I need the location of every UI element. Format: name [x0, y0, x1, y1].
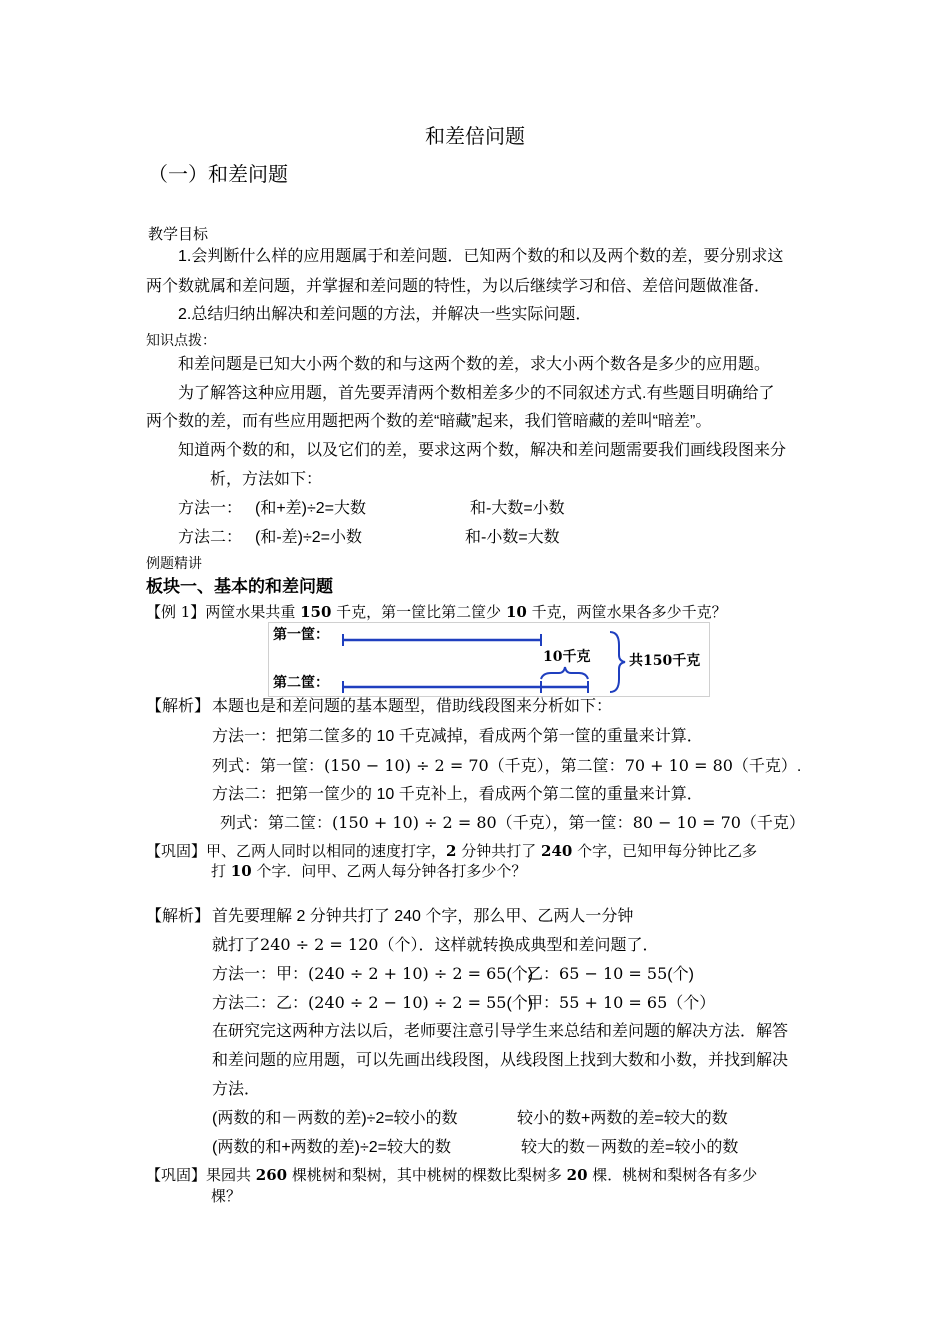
- solution-2-line-3: [212, 964, 533, 984]
- goals-line-2: 两个数就属和差问题，并掌握和差问题的特性，为以后继续学习和倍、差倍问题做准备．: [146, 278, 771, 295]
- solution-1-line-1: 本题也是和差问题的基本题型，借助线段图来分析如下：: [212, 698, 613, 715]
- solution-1-line-5-a: 列式：第二筐：: [220, 815, 333, 832]
- solution-2-line-4: [212, 993, 533, 1013]
- goals-heading: 教学目标: [148, 226, 209, 243]
- solution-2-line-3-right: [527, 964, 694, 984]
- method-2-label: 方法二：: [178, 529, 243, 546]
- knowledge-para-1: 和差问题是已知大小两个数的和与这两个数的差，求大小两个数各是多少的应用题。: [178, 356, 771, 373]
- practice-2-text-c: 棵．桃树和梨树各有多少: [587, 1166, 758, 1184]
- solution-1-line-3-a: 列式：第一筐：: [212, 758, 325, 775]
- practice-1-text-d: 打: [211, 862, 231, 880]
- solution-2-line-3-a: 方法一：甲：: [212, 966, 309, 983]
- solution-1-line-5: [220, 813, 805, 833]
- solution-2-eq-1: 240 ÷ 2 = 120: [260, 935, 379, 954]
- solution-2-line-4-f: （个）: [667, 995, 716, 1012]
- solution-2-eq-4: (240 ÷ 2 − 10) ÷ 2 = 55: [308, 993, 507, 1012]
- knowledge-para-2b: 两个数的差，而有些应用题把两个数的差“暗藏”起来，我们管暗藏的差叫“暗差”。: [146, 413, 712, 430]
- example-1-tag: 【例 1】: [146, 603, 206, 621]
- solution-2-tag: 【解析】: [146, 908, 211, 925]
- solution-2-eq-3: 65 − 10 = 55: [559, 964, 668, 983]
- solution-1-line-5-e: （千克）: [740, 815, 805, 832]
- solution-2-line-6: 和差问题的应用题，可以先画出线段图，从线段图上找到大数和小数，并找到解决: [212, 1052, 789, 1069]
- method-1-formula: (和+差)÷2=大数: [255, 500, 367, 517]
- knowledge-heading: 知识点拨：: [146, 333, 216, 349]
- method-1-formula-2: 和-大数=小数: [470, 500, 565, 517]
- practice-1-line-2: [211, 862, 526, 880]
- method-1-label: 方法一：: [178, 500, 243, 517]
- solution-2-eq-5: 55 + 10 = 65: [559, 993, 668, 1012]
- method-2-formula-2: 和-小数=大数: [465, 529, 560, 546]
- solution-1-eq-2: 70 + 10 = 80: [624, 756, 733, 775]
- knowledge-para-3a: 知道两个数的和，以及它们的差，要求这两个数，解决和差问题需要我们画线段图来分: [178, 442, 787, 459]
- solution-2-line-2-c: （个）．这样就转换成典型和差问题了．: [378, 937, 659, 954]
- knowledge-para-3b: 析，方法如下：: [210, 471, 323, 488]
- solution-2-eq-2: (240 ÷ 2 + 10) ÷ 2 = 65: [308, 964, 507, 983]
- block-1-heading: 板块一、基本的和差问题: [146, 577, 333, 596]
- solution-2-line-4-a: 方法二：乙：: [212, 995, 309, 1012]
- solution-2-line-5: 在研究完这两种方法以后，老师要注意引导学生来总结和差问题的解决方法．解答: [212, 1023, 789, 1040]
- summary-formula-3: (两数的和+两数的差)÷2=较大的数: [212, 1139, 452, 1156]
- solution-1-eq-1: (150 − 10) ÷ 2 = 70: [324, 756, 489, 775]
- solution-1-line-5-c: （千克），第一筐：: [496, 815, 633, 832]
- summary-formula-2: 较小的数+两数的差=较大的数: [517, 1110, 728, 1127]
- example-1-text-c: 千克，两筐水果各多少千克？: [526, 603, 727, 621]
- practice-1-num-240: 240: [541, 842, 573, 860]
- solution-1-tag: 【解析】: [146, 698, 211, 715]
- solution-1-line-4: 方法二：把第一筐少的 10 千克补上，看成两个第二筐的重量来计算．: [212, 786, 703, 803]
- solution-2-line-3-f: (个): [667, 966, 694, 983]
- solution-2-line-3-c: (个): [506, 966, 534, 983]
- segment-diagram: [268, 622, 710, 697]
- goals-line-3: 2.总结归纳出解决和差问题的方法，并解决一些实际问题．: [178, 306, 592, 323]
- solution-2-line-3-d: 乙：: [527, 966, 560, 983]
- solution-2-line-4-right: [527, 993, 715, 1013]
- practice-2-text-b: 棵桃树和梨树，其中桃树的棵数比梨树多: [287, 1166, 567, 1184]
- solution-1-eq-4: 80 − 10 = 70: [632, 813, 741, 832]
- section-subtitle: （一）和差问题: [148, 162, 288, 186]
- example-1-text-a: 两筐水果共重: [205, 603, 301, 621]
- example-1-num-150: 150: [300, 603, 332, 621]
- solution-1-line-2: 方法一：把第二筐多的 10 千克减掉，看成两个第一筐的重量来计算．: [212, 728, 703, 745]
- solution-2-line-4-c: (个): [506, 995, 534, 1012]
- solution-2-line-4-d: 甲：: [527, 995, 560, 1012]
- solution-1-line-3-c: （千克），第二筐：: [488, 758, 625, 775]
- summary-formula-4: 较大的数－两数的差=较小的数: [521, 1139, 739, 1156]
- summary-formula-1: (两数的和－两数的差)÷2=较小的数: [212, 1110, 458, 1127]
- total-brace: [610, 632, 625, 692]
- method-2-formula: (和-差)÷2=小数: [255, 529, 363, 546]
- practice-1-num-2: 2: [446, 842, 457, 860]
- example-1-text-b: 千克，第一筐比第二筐少: [331, 603, 506, 621]
- solution-1-line-3: [212, 756, 801, 776]
- solution-2-line-7: 方法．: [212, 1081, 261, 1098]
- goals-line-1: 1.会判断什么样的应用题属于和差问题．已知两个数的和以及两个数的差，要分别求这: [178, 248, 784, 265]
- practice-1-text-c: 个字，已知甲每分钟比乙多: [572, 842, 758, 860]
- practice-1-text-b: 分钟共打了: [456, 842, 542, 860]
- practice-1-line-1: [146, 842, 757, 860]
- practice-2-tag: 【巩固】: [146, 1166, 207, 1184]
- practice-2-num-260: 260: [255, 1166, 288, 1184]
- practice-2-num-20: 20: [566, 1166, 588, 1184]
- total-label: 共150千克: [629, 653, 701, 669]
- practice-2-text-a: 果园共: [206, 1166, 256, 1184]
- practice-2-line-1: [146, 1166, 757, 1184]
- example-1: [146, 603, 727, 621]
- solution-1-line-3-e: （千克）.: [732, 758, 802, 775]
- example-1-num-10: 10: [505, 603, 527, 621]
- solution-1-eq-3: (150 + 10) ÷ 2 = 80: [332, 813, 497, 832]
- difference-label: 10千克: [543, 649, 591, 665]
- practice-1-text-a: 甲、乙两人同时以相同的速度打字，: [206, 842, 447, 860]
- practice-2-line-2: 棵？: [211, 1187, 242, 1205]
- basket-1-label: 第一筐：: [273, 627, 329, 643]
- basket-2-label: 第二筐：: [273, 675, 329, 691]
- page-title: 和差倍问题: [425, 124, 525, 148]
- solution-2-line-2: [212, 935, 658, 955]
- practice-1-tag: 【巩固】: [146, 842, 207, 860]
- solution-2-line-2-a: 就打了: [212, 937, 261, 954]
- difference-brace: [541, 667, 588, 679]
- knowledge-para-2a: 为了解答这种应用题，首先要弄清两个数相差多少的不同叙述方式.有些题目明确给了: [178, 385, 775, 402]
- examples-heading: 例题精讲: [146, 556, 202, 572]
- practice-1-num-10: 10: [230, 862, 252, 880]
- solution-2-line-1: 首先要理解 2 分钟共打了 240 个字，那么甲、乙两人一分钟: [212, 908, 634, 925]
- practice-1-text-e: 个字．问甲、乙两人每分钟各打多少个？: [251, 862, 527, 880]
